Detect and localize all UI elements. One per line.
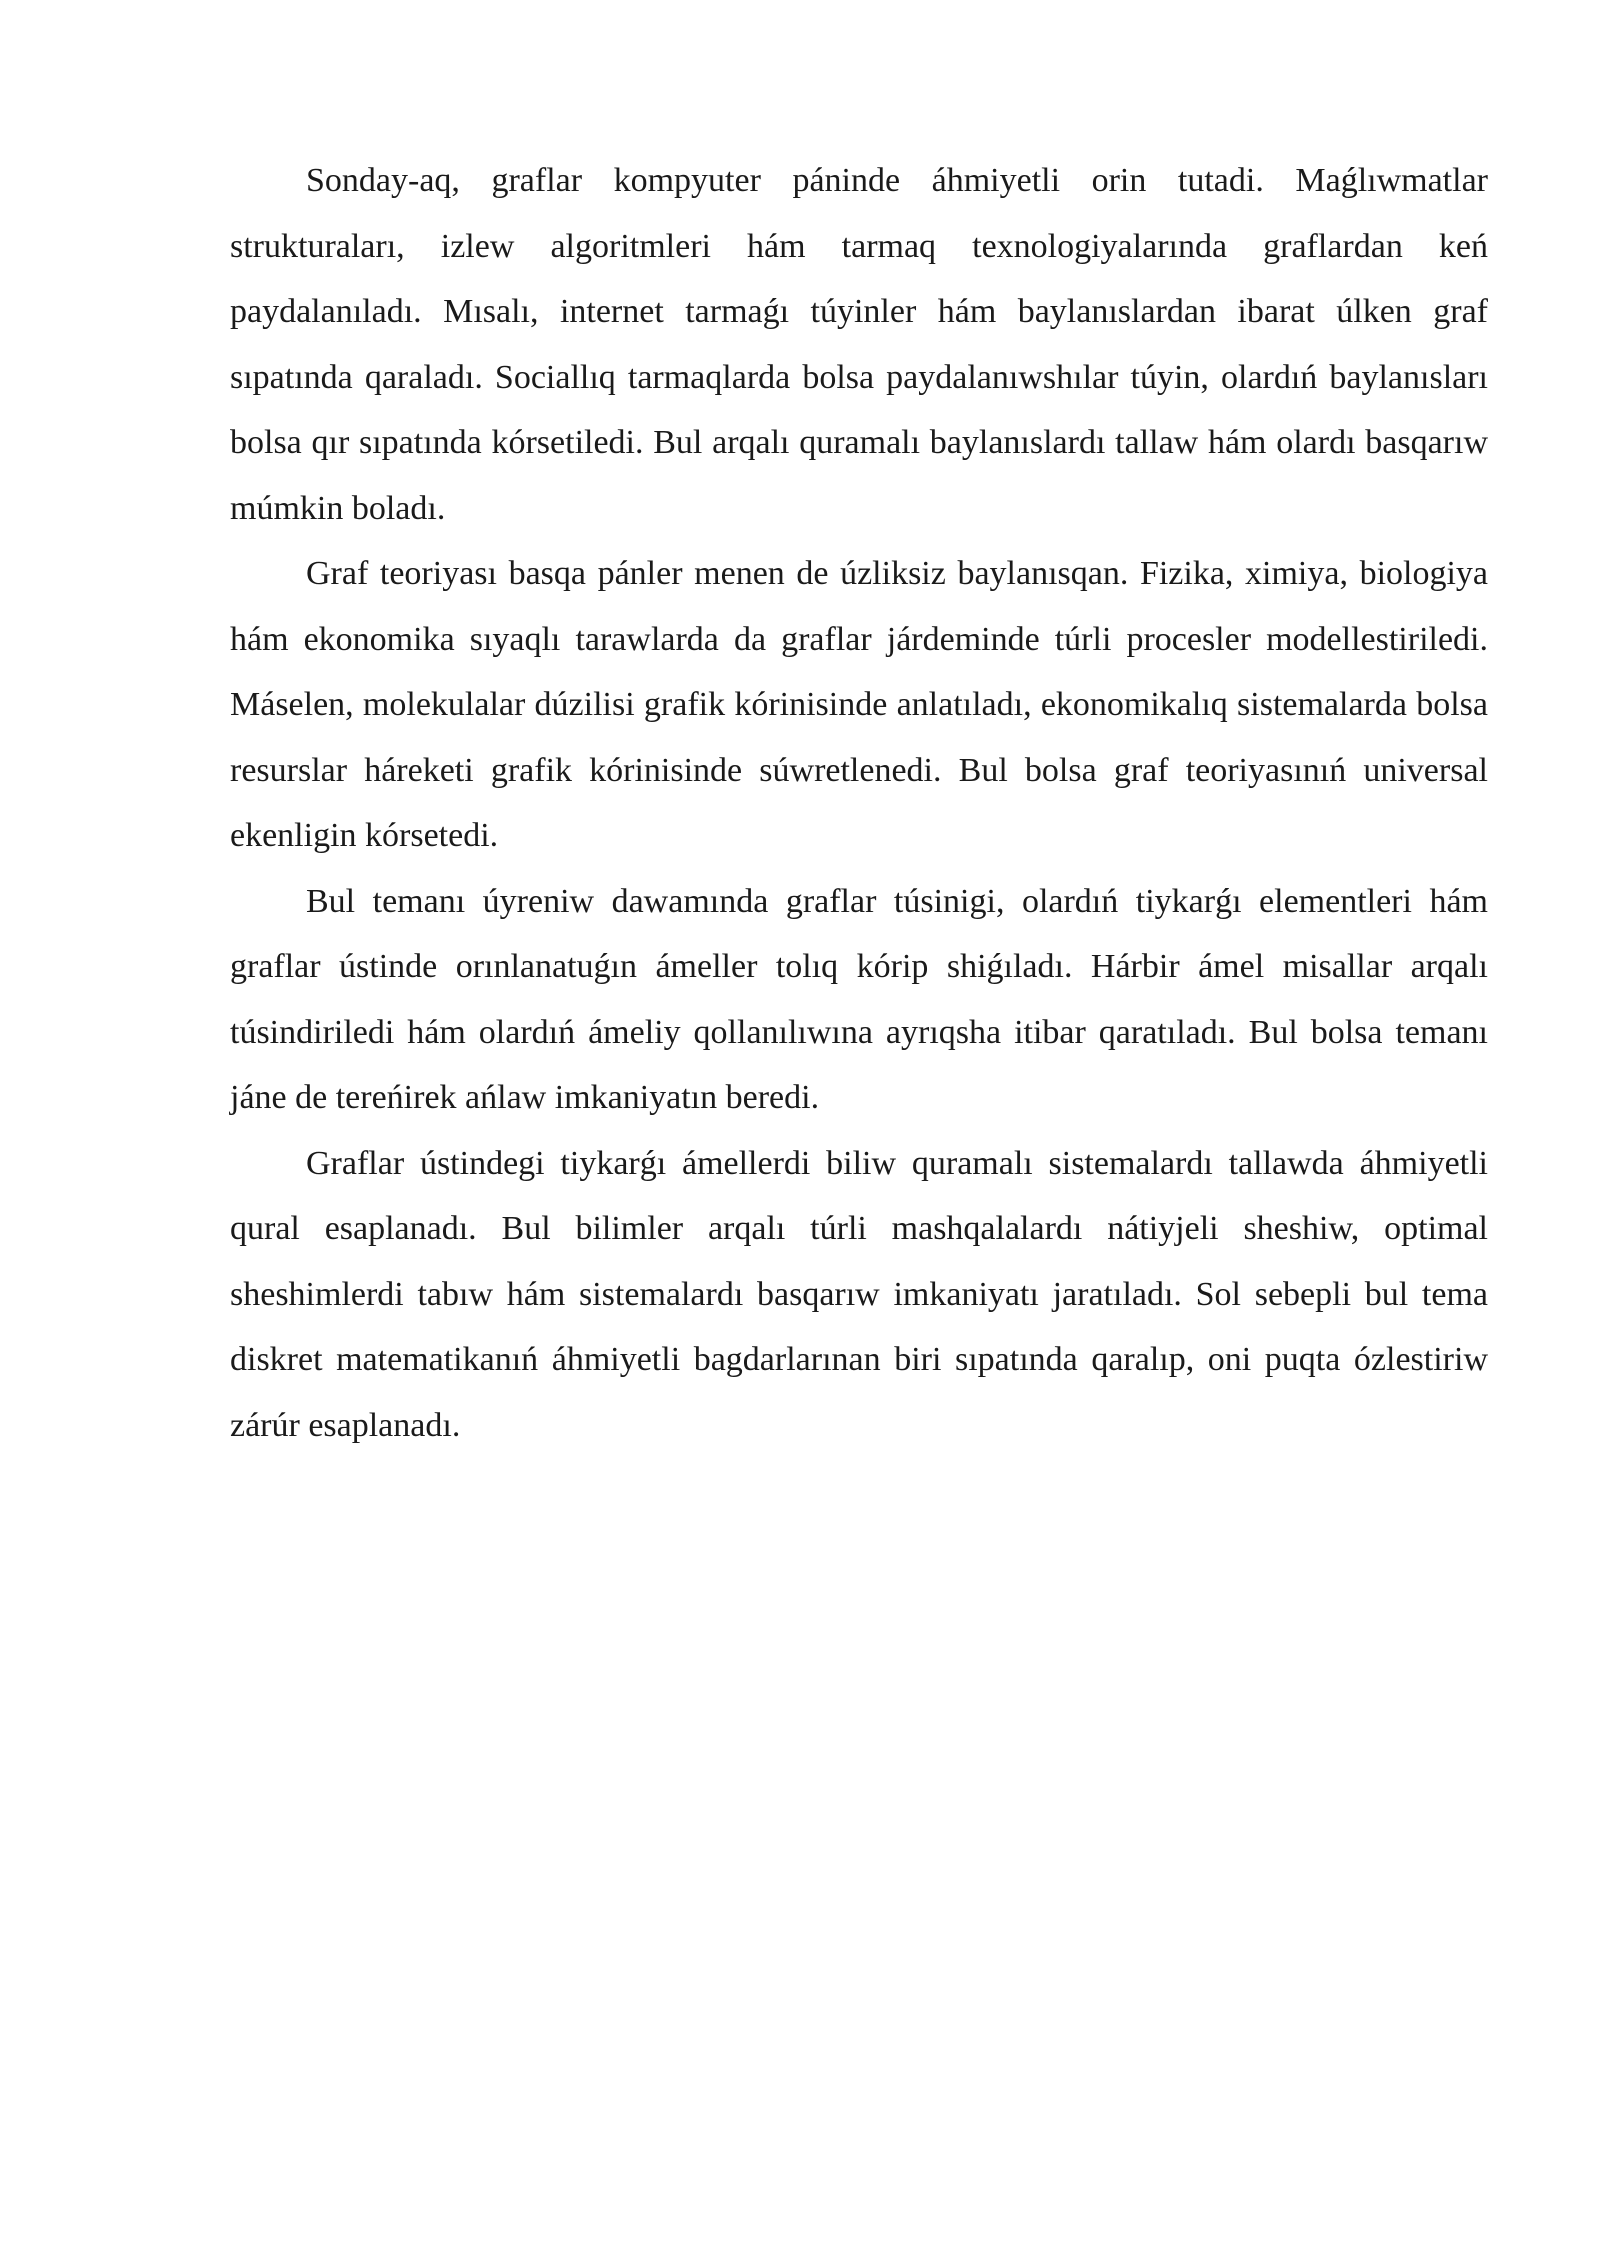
paragraph-1: Sonday-aq, graflar kompyuter páninde áhmiyetli orin tutadi. Maǵlıwmatlar strukturaları, izlew algoritmleri hám tarmaq texnologiyalarında graflardan keń paydalanıladı. Mısalı, internet tarmaǵı túyinler hám baylanıslardan ibarat úlken graf sıpatında qaraladı. Sociallıq tarmaqlarda bolsa paydalanıwshılar túyin, olardıń baylanısları bolsa qır sıpatında kórsetiledi. Bul arqalı quramalı baylanıslardı tallaw hám olardı basqarıw múmkin boladı. [230,162,1488,527]
body-text [230,148,1488,1458]
paragraph-4: Graflar ústindegi tiykarǵı ámellerdi biliw quramalı sistemalardı tallawda áhmiyetli qural esaplanadı. Bul bilimler arqalı túrli mashqalalardı nátiyjeli sheshiw, optimal sheshimlerdi tabıw hám sistemalardı basqarıw imkaniyatı jaratıladı. Sol sebepli bul tema diskret matematikanıń áhmiyetli bagdarlarınan biri sıpatında qaralıp, oni puqta ózlestiriw zárúr esaplanadı. [230,1144,1488,1444]
paragraph-3: Bul temanı úyreniw dawamında graflar túsinigi, olardıń tiykarǵı elementleri hám graflar ústinde orınlanatuǵın ámeller tolıq kórip shiǵıladı. Hárbir ámel misallar arqalı túsindiriledi hám olardıń ámeliy qollanılıwına ayrıqsha itibar qaratıladı. Bul bolsa temanı jáne de tereńirek ańlaw imkaniyatın beredi. [230,882,1488,1116]
paragraph-2: Graf teoriyası basqa pánler menen de úzliksiz baylanısqan. Fizika, ximiya, biologiya hám ekonomika sıyaqlı tarawlarda da graflar járdeminde túrli procesler modellestiriledi. Máselen, molekulalar dúzilisi grafik kórinisinde anlatıladı, ekonomikalıq sistemalarda bolsa resurslar háreketi grafik kórinisinde súwretlenedi. Bul bolsa graf teoriyasınıń universal ekenligin kórsetedi. [230,555,1488,854]
